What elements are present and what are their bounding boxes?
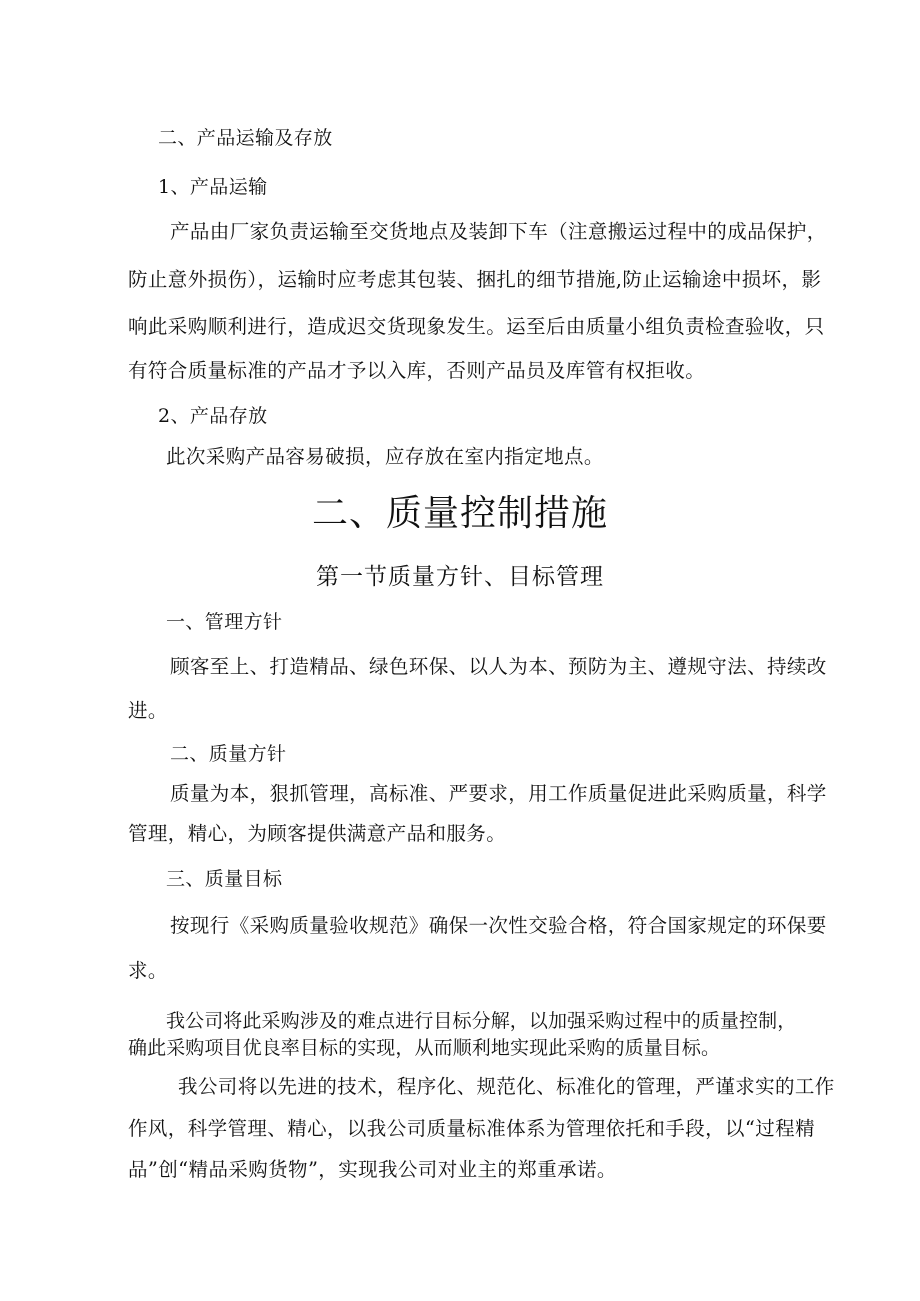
quality-paragraph-5-line: 我公司将以先进的技术，程序化、规范化、标准化的管理，严谨求实的工作 [178, 1075, 835, 1098]
quality-heading-2: 二、质量方针 [170, 743, 287, 765]
transport-paragraph-1-line: 防止意外损伤），运输时应考虑其包装、捆扎的细节措施,防止运输途中损坏，影 [128, 268, 822, 291]
transport-heading: 二、产品运输及存放 [158, 127, 333, 149]
transport-paragraph-2: 此次采购产品容易破损，应存放在室内指定地点。 [166, 445, 604, 468]
quality-heading-1: 一、管理方针 [166, 611, 283, 633]
quality-paragraph-4-line: 确此采购项目优良率目标的实现，从而顺利地实现此采购的质量目标。 [128, 1037, 721, 1059]
chapter-title: 二、质量控制措施 [311, 493, 608, 534]
quality-paragraph-1-line: 进。 [128, 699, 168, 722]
quality-paragraph-3-line: 求。 [128, 959, 168, 982]
quality-paragraph-2-line: 管理，精心，为顾客提供满意产品和服务。 [128, 822, 507, 845]
transport-subheading-2: 2、产品存放 [158, 405, 268, 427]
quality-paragraph-2-line: 质量为本，狠抓管理，高标准、严要求，用工作质量促进此采购质量，科学 [170, 782, 827, 805]
transport-subheading-1: 1、产品运输 [158, 176, 268, 198]
quality-paragraph-5-line: 作风，科学管理、精心，以我公司质量标准体系为管理依托和手段，以“过程精 [128, 1117, 815, 1140]
transport-paragraph-1-line: 响此采购顺利进行，造成迟交货现象发生。运至后由质量小组负责检查验收，只 [128, 315, 825, 338]
section-title: 第一节质量方针、目标管理 [316, 564, 604, 590]
quality-heading-3: 三、质量目标 [166, 868, 283, 890]
quality-paragraph-3-line: 按现行《采购质量验收规范》确保一次性交验合格，符合国家规定的环保要 [170, 914, 827, 937]
quality-paragraph-1-line: 顾客至上、打造精品、绿色环保、以人为本、预防为主、遵规守法、持续改 [170, 655, 827, 678]
transport-paragraph-1-line: 有符合质量标准的产品才予以入库，否则产品员及库管有权拒收。 [128, 359, 706, 382]
transport-paragraph-1-line: 产品由厂家负责运输至交货地点及装卸下车（注意搬运过程中的成品保护， [170, 220, 827, 243]
quality-paragraph-4-line: 我公司将此采购涉及的难点进行目标分解，以加强采购过程中的质量控制， [166, 1010, 797, 1032]
quality-paragraph-5-line: 品”创“精品采购货物”，实现我公司对业主的郑重承诺。 [128, 1158, 617, 1181]
